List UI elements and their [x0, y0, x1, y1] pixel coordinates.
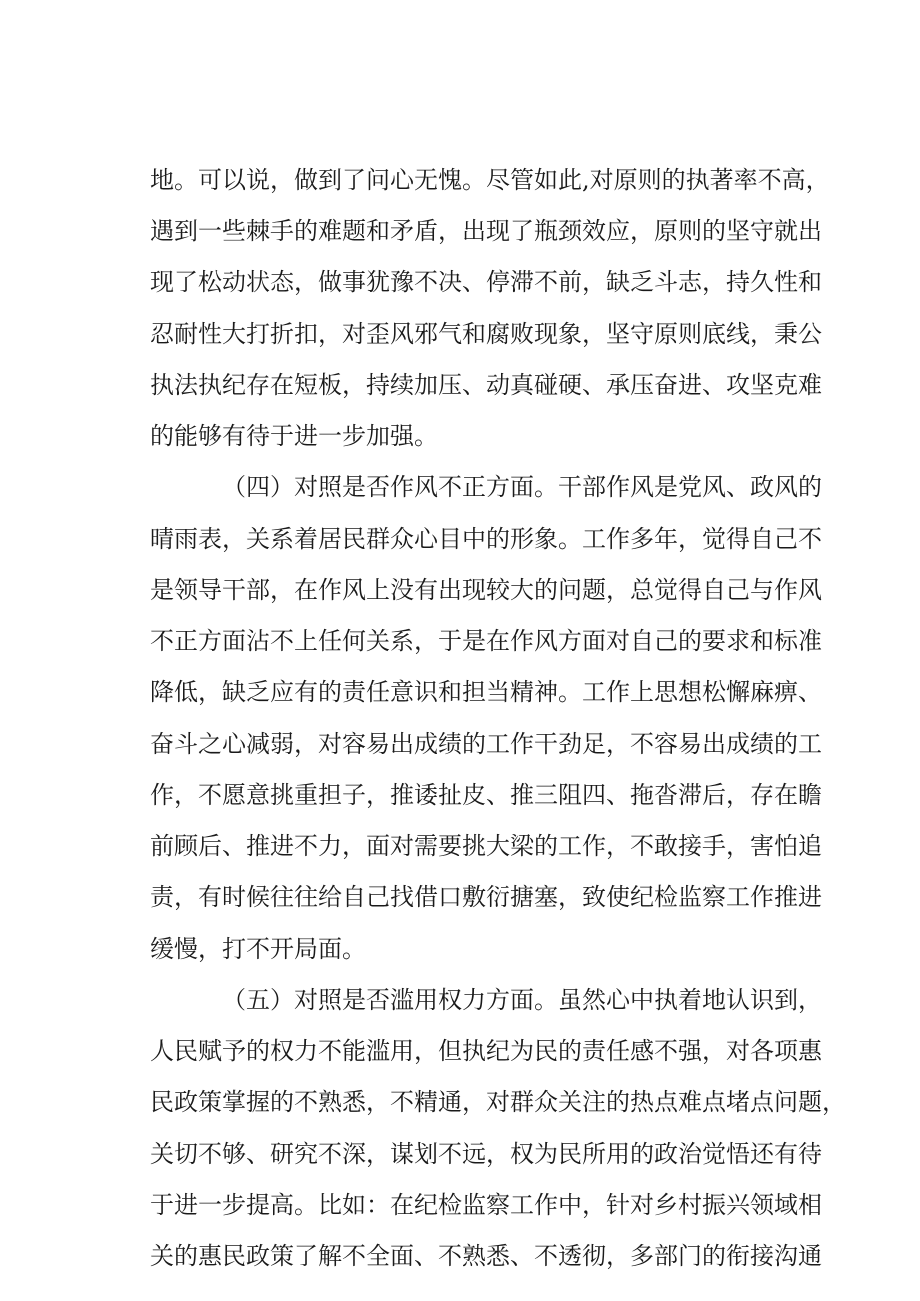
body-text-line: 遇到一些棘手的难题和矛盾，出现了瓶颈效应，原则的坚守就出 [150, 217, 822, 245]
body-text-line: 的能够有待于进一步加强。 [150, 422, 438, 450]
body-text-line: 缓慢，打不开局面。 [150, 935, 366, 963]
section-heading-line: （五）对照是否滥用权力方面。虽然心中执着地认识到， [222, 986, 822, 1014]
body-text-line: 前顾后、推进不力，面对需要挑大梁的工作，不敢接手，害怕追 [150, 832, 822, 860]
body-text-line: 人民赋予的权力不能滥用，但执纪为民的责任感不强，对各项惠 [150, 1037, 822, 1065]
body-text-line: 不正方面沾不上任何关系，于是在作风方面对自己的要求和标准 [150, 627, 822, 655]
body-text-line: 忍耐性大打折扣，对歪风邪气和腐败现象，坚守原则底线，秉公 [150, 320, 822, 348]
body-text-line: 地。可以说，做到了问心无愧。尽管如此,对原则的执著率不高， [150, 166, 830, 194]
body-text-line: 于进一步提高。比如：在纪检监察工作中，针对乡村振兴领域相 [150, 1191, 822, 1219]
body-text-line: 执法执纪存在短板，持续加压、动真碰硬、承压奋进、攻坚克难 [150, 371, 822, 399]
body-text-line: 关的惠民政策了解不全面、不熟悉、不透彻，多部门的衔接沟通 [150, 1242, 822, 1270]
body-text-line: 作，不愿意挑重担子，推诿扯皮、推三阻四、拖沓滞后，存在瞻 [150, 781, 822, 809]
body-text-line: 现了松动状态，做事犹豫不决、停滞不前，缺乏斗志，持久性和 [150, 268, 822, 296]
body-text-line: 民政策掌握的不熟悉，不精通，对群众关注的热点难点堵点问题， [150, 1088, 846, 1116]
body-text-line: 降低，缺乏应有的责任意识和担当精神。工作上思想松懈麻痹、 [150, 678, 822, 706]
body-text-line: 是领导干部，在作风上没有出现较大的问题，总觉得自己与作风 [150, 576, 822, 604]
body-text-line: 责，有时候往往给自己找借口敷衍搪塞，致使纪检监察工作推进 [150, 883, 822, 911]
body-text-line: 晴雨表，关系着居民群众心目中的形象。工作多年，觉得自己不 [150, 525, 822, 553]
body-text-line: 关切不够、研究不深，谋划不远，权为民所用的政治觉悟还有待 [150, 1140, 822, 1168]
section-heading-line: （四）对照是否作风不正方面。干部作风是党风、政风的 [222, 473, 822, 501]
body-text-line: 奋斗之心减弱，对容易出成绩的工作干劲足，不容易出成绩的工 [150, 730, 822, 758]
